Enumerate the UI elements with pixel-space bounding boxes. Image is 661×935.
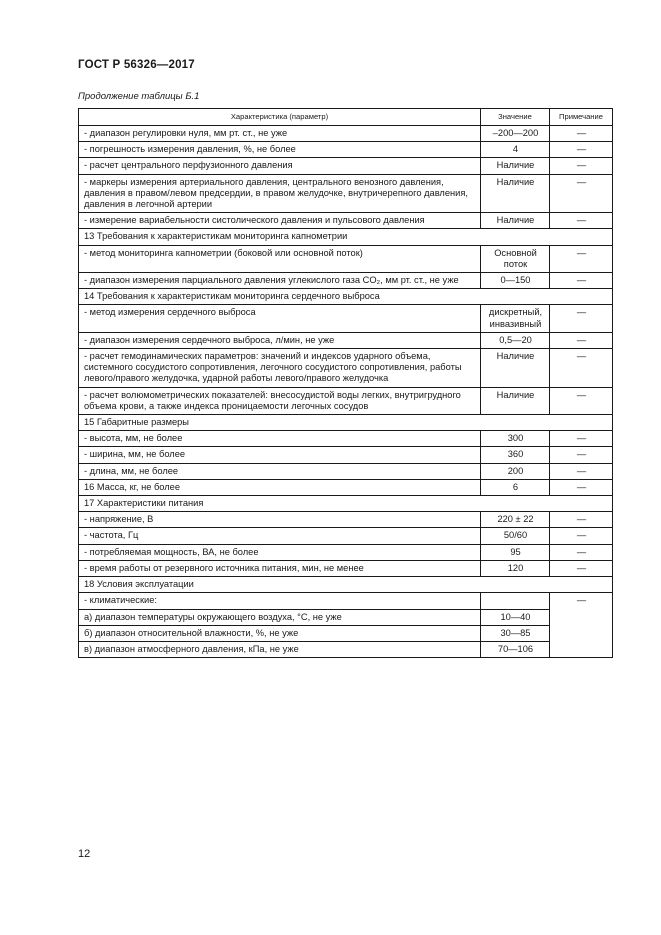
param-cell: - напряжение, В: [79, 512, 481, 528]
table-section-row: [79, 229, 613, 245]
section-title: 15 Габаритные размеры: [79, 415, 613, 431]
param-cell: - погрешность измерения давления, %, не более: [79, 142, 481, 158]
value-cell: 4: [481, 142, 550, 158]
param-cell: 16 Масса, кг, не более: [79, 479, 481, 495]
value-cell: Основной поток: [481, 245, 550, 272]
table-row: [79, 213, 613, 229]
value-cell: [481, 593, 550, 609]
param-cell: - длина, мм, не более: [79, 463, 481, 479]
param-cell: - метод измерения сердечного выброса: [79, 305, 481, 332]
value-cell: 6: [481, 479, 550, 495]
table-row: [79, 544, 613, 560]
param-cell: - измерение вариабельности систолического давления и пульсового давления: [79, 213, 481, 229]
table-row: [79, 349, 613, 388]
param-cell: - диапазон измерения парциального давления углекислого газа CO₂, мм рт. ст., не уже: [79, 273, 481, 289]
table-row: [79, 625, 613, 641]
col-header-value: Значение: [481, 109, 550, 126]
param-cell: - ширина, мм, не более: [79, 447, 481, 463]
table-row: [79, 560, 613, 576]
section-title: 18 Условия эксплуатации: [79, 577, 613, 593]
note-cell: —: [550, 463, 613, 479]
note-cell: —: [550, 479, 613, 495]
note-cell: —: [550, 126, 613, 142]
param-cell: - частота, Гц: [79, 528, 481, 544]
col-header-param: Характеристика (параметр): [79, 109, 481, 126]
param-cell: - расчет центрального перфузионного давления: [79, 158, 481, 174]
value-cell: 50/60: [481, 528, 550, 544]
spec-table: [78, 108, 613, 658]
param-cell: - время работы от резервного источника питания, мин, не менее: [79, 560, 481, 576]
value-cell: 30—85: [481, 625, 550, 641]
note-cell: —: [550, 528, 613, 544]
table-row: [79, 158, 613, 174]
table-caption: Продолжение таблицы Б.1: [78, 91, 200, 102]
table-row: [79, 447, 613, 463]
table-row: [79, 142, 613, 158]
value-cell: Наличие: [481, 174, 550, 213]
table-body: [79, 126, 613, 658]
note-cell: —: [550, 142, 613, 158]
value-cell: Наличие: [481, 158, 550, 174]
param-cell: б) диапазон относительной влажности, %, не уже: [79, 625, 481, 641]
table-row: [79, 479, 613, 495]
note-cell: —: [550, 593, 613, 658]
value-cell: 200: [481, 463, 550, 479]
table-row: [79, 528, 613, 544]
value-cell: Наличие: [481, 349, 550, 388]
table-row: [79, 463, 613, 479]
value-cell: 10—40: [481, 609, 550, 625]
value-cell: 0—150: [481, 273, 550, 289]
value-cell: 300: [481, 431, 550, 447]
param-cell: - метод мониторинга капнометрии (боковой или основной поток): [79, 245, 481, 272]
table-row: [79, 332, 613, 348]
note-cell: —: [550, 431, 613, 447]
note-cell: —: [550, 387, 613, 414]
table-row: [79, 387, 613, 414]
table-row: [79, 593, 613, 609]
table-row: [79, 431, 613, 447]
table-row: [79, 512, 613, 528]
table-row: [79, 305, 613, 332]
section-title: 13 Требования к характеристикам мониторинга капнометрии: [79, 229, 613, 245]
value-cell: 220 ± 22: [481, 512, 550, 528]
value-cell: дискретный, инвазивный: [481, 305, 550, 332]
note-cell: —: [550, 512, 613, 528]
value-cell: Наличие: [481, 213, 550, 229]
note-cell: —: [550, 213, 613, 229]
note-cell: —: [550, 560, 613, 576]
table-section-row: [79, 496, 613, 512]
table-row: [79, 245, 613, 272]
param-cell: - климатические:: [79, 593, 481, 609]
value-cell: 70—106: [481, 641, 550, 657]
param-cell: - потребляемая мощность, ВА, не более: [79, 544, 481, 560]
table-section-row: [79, 577, 613, 593]
note-cell: —: [550, 349, 613, 388]
table-row: [79, 126, 613, 142]
param-cell: - маркеры измерения артериального давления, центрального венозного давления, давления в правом/левом предсердии, в правом желудочке, внутричерепного давления, давления в легочной артерии: [79, 174, 481, 213]
section-title: 17 Характеристики питания: [79, 496, 613, 512]
value-cell: 360: [481, 447, 550, 463]
value-cell: Наличие: [481, 387, 550, 414]
param-cell: в) диапазон атмосферного давления, кПа, не уже: [79, 641, 481, 657]
note-cell: —: [550, 174, 613, 213]
section-title: 14 Требования к характеристикам мониторинга сердечного выброса: [79, 289, 613, 305]
note-cell: —: [550, 245, 613, 272]
param-cell: - расчет волюмометрических показателей: внесосудистой воды легких, внутригрудного объема крови, а также индекса проницаемости легочных сосудов: [79, 387, 481, 414]
col-header-note: Примечание: [550, 109, 613, 126]
note-cell: —: [550, 332, 613, 348]
table-row: [79, 641, 613, 657]
value-cell: 95: [481, 544, 550, 560]
page-number: 12: [78, 848, 91, 860]
table-header-row: [79, 109, 613, 126]
param-cell: - диапазон измерения сердечного выброса, л/мин, не уже: [79, 332, 481, 348]
document-code: ГОСТ Р 56326—2017: [78, 59, 195, 71]
param-cell: а) диапазон температуры окружающего воздуха, °С, не уже: [79, 609, 481, 625]
param-cell: - высота, мм, не более: [79, 431, 481, 447]
note-cell: —: [550, 447, 613, 463]
table-section-row: [79, 289, 613, 305]
value-cell: 0,5—20: [481, 332, 550, 348]
table-row: [79, 174, 613, 213]
param-cell: - расчет гемодинамических параметров: значений и индексов ударного объема, системного сосудистого сопротивления, легочного сосудистого сопротивления, работы левого/правого желудочка, ударной работы левого/правого желудочка: [79, 349, 481, 388]
table-row: [79, 609, 613, 625]
value-cell: 120: [481, 560, 550, 576]
table-row: [79, 273, 613, 289]
note-cell: —: [550, 544, 613, 560]
note-cell: —: [550, 158, 613, 174]
param-cell: - диапазон регулировки нуля, мм рт. ст., не уже: [79, 126, 481, 142]
note-cell: —: [550, 273, 613, 289]
note-cell: —: [550, 305, 613, 332]
table-section-row: [79, 415, 613, 431]
value-cell: –200—200: [481, 126, 550, 142]
